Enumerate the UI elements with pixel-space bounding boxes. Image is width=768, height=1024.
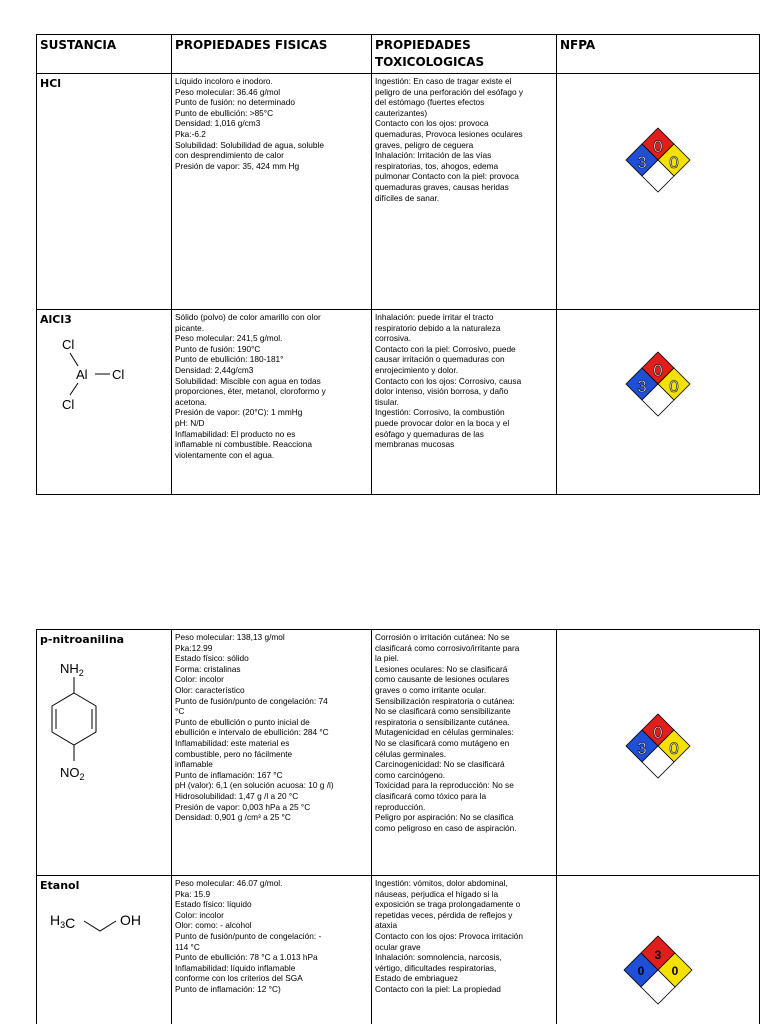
chemical-structure-icon xyxy=(40,899,160,939)
nfpa-cell-pnitroanilina xyxy=(557,630,760,876)
nfpa-flammability-value: 0 xyxy=(653,361,663,380)
structure-glyph: N xyxy=(60,765,70,780)
nfpa-health-value: 3 xyxy=(637,739,647,758)
nfpa-diamond-icon xyxy=(624,126,692,194)
physical-cell-etanol xyxy=(172,876,372,1024)
nfpa-diamond-icon xyxy=(622,934,694,1006)
nfpa-reactivity-value: 0 xyxy=(669,377,679,396)
table-row-alcl3 xyxy=(37,310,760,495)
nfpa-cell-etanol xyxy=(557,876,760,1024)
structure-glyph: 2 xyxy=(79,772,85,782)
header-nfpa: NFPA xyxy=(557,35,760,74)
nfpa-health-value: 3 xyxy=(637,153,647,172)
structure-oh xyxy=(120,912,141,928)
structure-cl-right: Cl xyxy=(112,367,125,382)
nfpa-cell-hcl xyxy=(557,74,760,310)
name-cell-alcl3 xyxy=(37,310,172,495)
substances-table-1 xyxy=(36,34,760,495)
physical-cell-alcl3 xyxy=(172,310,372,495)
physical-text-etanol: Peso molecular: 46.07 g/mol. Pka: 15.9 Estado físico: líquido Color: incolor Olor: como: - alcohol Punto de fusión/punto de congelación: - 114 °C Punto de ebullición: 78 °C a 1.013 hPa Inflamabilidad: líquido inflamable conforme con los criterios del SGA Punto de inflamación: 12 °C) xyxy=(175,878,322,994)
nfpa-reactivity-value: 0 xyxy=(669,739,679,758)
table-row-hcl xyxy=(37,74,760,310)
nfpa-health-value: 0 xyxy=(637,964,645,978)
substances-table-2 xyxy=(36,629,760,1024)
structure-oh-text: OH xyxy=(120,912,141,928)
structure-glyph: C xyxy=(65,915,76,931)
nfpa-health-value: 3 xyxy=(637,377,647,396)
structure-glyph: N xyxy=(60,661,70,676)
toxic-text-pnitroanilina: Corrosión o irritación cutánea: No se clasificará como corrosivo/irritante para la piel. Lesiones oculares: No se clasificará como causante de lesiones oculares graves o como irritante ocular. Sensibilización respiratoria o cutánea: No se clasificará como sensibilizante respiratoria o sensibilizante cutánea. Mutagenicidad en células germinales: No se clasificará como mutágeno en células germinales. Carcinogenicidad: No se clasificará como carcinógeno. Toxicidad para la reproducción: No se clasificará como tóxico para la reproducción. Peligro por aspiración: No se clasifica como peligroso en caso de aspiración. xyxy=(375,632,520,833)
physical-text-hcl: Líquido incoloro e inodoro. Peso molecular: 36.46 g/mol Punto de fusión: no determinado Punto de ebullición: >85°C Densidad: 1,016 g/cm3 Pka:-6.2 Solubilidad: Solubilidad de agua, soluble con desprendimiento de calor Presión de vapor: 35, 424 mm Hg xyxy=(175,76,324,171)
substance-name-hcl: HCl xyxy=(40,77,62,90)
name-cell-hcl xyxy=(37,74,172,310)
header-toxicologicas-line2: TOXICOLOGICAS xyxy=(375,55,485,69)
name-cell-pnitroanilina xyxy=(37,630,172,876)
physical-text-pnitroanilina: Peso molecular: 138,13 g/mol Pka:12.99 Estado físico: sólido Forma: cristalinas Color: incolor Olor: característico Punto de fusión/punto de congelación: 74 °C Punto de ebullición o punto inicial de ebullición e intervalo de ebullición: 284 °C Inflamabilidad: este material es combustible, pero no fácilmente inflamable Punto de inflamación: 167 °C pH (valor): 6,1 (en solución acuosa: 10 g /l) Hidrosolubilidad: 1,47 g /l a 20 °C Presión de vapor: 0,003 hPa a 25 °C Densidad: 0,901 g /cm³ a 25 °C xyxy=(175,632,334,823)
structure-nh2 xyxy=(60,661,84,678)
benzene-ring xyxy=(52,693,96,745)
chemical-structure-icon xyxy=(40,653,140,793)
bond-line xyxy=(70,383,78,395)
nfpa-flammability-value: 0 xyxy=(653,723,663,742)
structure-cl-bottom: Cl xyxy=(62,397,75,412)
structure-cl-top: Cl xyxy=(62,337,75,352)
substance-name-alcl3: AlCl3 xyxy=(40,313,72,326)
toxic-cell-etanol xyxy=(372,876,557,1024)
substance-name-pnitroanilina: p-nitroanilina xyxy=(40,633,125,646)
structure-glyph: H xyxy=(69,661,79,676)
structure-glyph: 3 xyxy=(60,920,66,930)
nfpa-reactivity-value: 0 xyxy=(669,153,679,172)
nfpa-cell-alcl3 xyxy=(557,310,760,495)
toxic-cell-alcl3 xyxy=(372,310,557,495)
structure-glyph: 2 xyxy=(78,668,84,678)
header-fisicas: PROPIEDADES FISICAS xyxy=(172,35,372,74)
toxic-cell-pnitroanilina xyxy=(372,630,557,876)
header-toxicologicas-line1: PROPIEDADES xyxy=(375,38,471,52)
toxic-text-etanol: Ingestión: vómitos, dolor abdominal, náuseas, perjudica el hígado si la exposición se traga prolongadamente o repetidas veces, pérdida de reflejos y ataxia Contacto con los ojos: Provoca irritación ocular grave Inhalación: somnolencia, narcosis, vértigo, dificultades respiratorias, Estado de embriaguez Contacto con la piel: La propiedad xyxy=(375,878,524,994)
chemical-structure-icon xyxy=(40,333,140,413)
table-row-etanol xyxy=(37,876,760,1024)
structure-h3c xyxy=(50,912,75,931)
substance-name-etanol: Etanol xyxy=(40,879,80,892)
toxic-cell-hcl xyxy=(372,74,557,310)
physical-cell-hcl xyxy=(172,74,372,310)
table-row-pnitroanilina xyxy=(37,630,760,876)
physical-text-alcl3: Sólido (polvo) de color amarillo con olor picante. Peso molecular: 241,5 g/mol. Punto de fusión: 190°C Punto de ebullición: 180-181° Densidad: 2,44g/cm3 Solubilidad: Miscible con agua en todas proporciones, éter, metanol, cloroformo y acetona. Presión de vapor: (20°C): 1 mmHg pH: N/D Inflamabilidad: El producto no es inflamable ni combustible. Reacciona violentamente con el agua. xyxy=(175,312,326,460)
name-cell-etanol xyxy=(37,876,172,1024)
nfpa-diamond-icon xyxy=(624,712,692,780)
bond-line xyxy=(70,353,78,366)
toxic-text-hcl: Ingestión: En caso de tragar existe el peligro de una perforación del esófago y del estómago (fuertes efectos cauterizantes) Contacto con los ojos: provoca quemaduras, Provoca lesiones oculares graves, peligro de ceguera Inhalación: Irritación de las vías respiratorias, tos, ahogos, edema pulmonar Contacto con la piel: provoca quemaduras graves, causas heridas difíciles de sanar. xyxy=(375,76,524,203)
header-row xyxy=(37,35,760,74)
structure-glyph: O xyxy=(69,765,80,780)
toxic-text-alcl3: Inhalación: puede irritar el tracto respiratorio debido a la naturaleza corrosiva. Contacto con la piel: Corrosivo, puede causar irritación o quemaduras con enrojecimiento y dolor. Contacto con los ojos: Corrosivo, causa dolor intenso, visión borrosa, y daño tisular. Ingestión: Corrosivo, la combustión puede provocar dolor en la boca y el esófago y quemaduras de las membranas mucosas xyxy=(375,312,522,450)
structure-al: Al xyxy=(76,367,88,382)
physical-cell-pnitroanilina xyxy=(172,630,372,876)
nfpa-flammability-value: 0 xyxy=(653,137,663,156)
structure-glyph: H xyxy=(50,912,61,928)
structure-no2 xyxy=(60,765,85,782)
nfpa-flammability-value: 3 xyxy=(654,948,662,962)
header-sustancia: SUSTANCIA xyxy=(37,35,172,74)
nfpa-diamond-icon xyxy=(624,350,692,418)
nfpa-reactivity-value: 0 xyxy=(671,964,679,978)
bond-line xyxy=(84,921,116,931)
header-toxicologicas xyxy=(372,35,557,74)
